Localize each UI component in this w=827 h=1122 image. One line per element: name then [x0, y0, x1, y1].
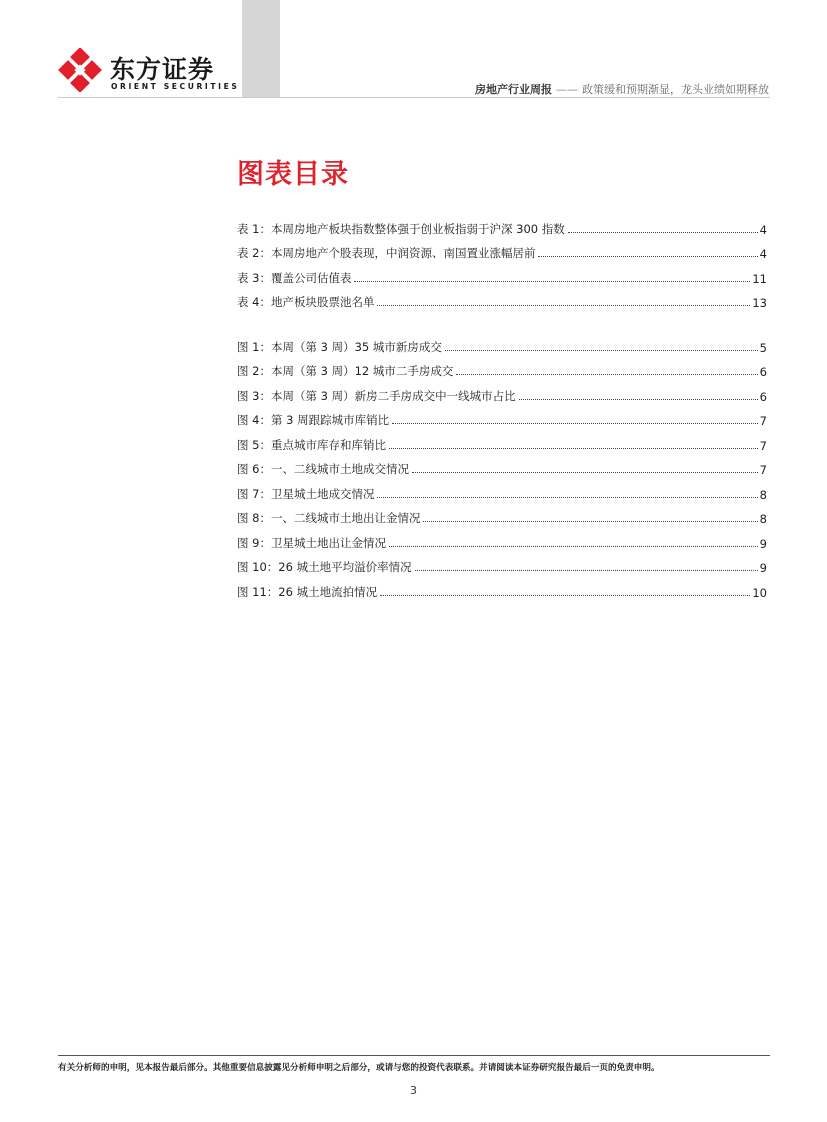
toc-entry-page[interactable]: 6 [759, 365, 767, 379]
toc-entry-page[interactable]: 6 [759, 389, 767, 404]
toc-dot-leader [519, 398, 758, 400]
toc-entry-label[interactable]: 图 9：卫星城土地出让金情况 [237, 535, 386, 550]
toc-entry-page[interactable]: 7 [759, 438, 767, 453]
header-separator: —— [556, 83, 578, 96]
toc-dot-leader [392, 422, 758, 424]
toc-figure-entry[interactable] [237, 428, 767, 453]
toc-figure-entry[interactable] [237, 404, 767, 429]
report-header [475, 81, 769, 97]
toc-figure-entry[interactable] [237, 453, 767, 478]
toc-entry-page[interactable]: 4 [759, 222, 767, 237]
toc-figure-entry[interactable] [237, 526, 767, 551]
toc-figure-entry[interactable] [237, 330, 767, 355]
toc-table-entry[interactable] [237, 212, 767, 237]
toc-dot-leader [538, 255, 757, 257]
toc-table-entry[interactable] [237, 237, 767, 262]
toc-entry-page[interactable]: 5 [759, 340, 767, 355]
toc-dot-leader [377, 304, 750, 306]
toc-entry-page[interactable]: 7 [759, 414, 767, 428]
toc-dot-leader [456, 373, 757, 375]
footer-divider [58, 1055, 770, 1056]
toc-entry-label[interactable]: 表 3：覆盖公司估值表 [237, 270, 352, 285]
toc-table-entry[interactable] [237, 286, 767, 311]
toc-entry-page[interactable]: 4 [759, 247, 767, 261]
toc-figure-entry[interactable] [237, 355, 767, 380]
toc-figures-list [237, 330, 767, 600]
orient-logo-icon [58, 48, 102, 92]
toc-entry-label[interactable]: 图 4：第 3 周跟踪城市库销比 [237, 413, 390, 427]
toc-entry-label[interactable]: 表 1：本周房地产板块指数整体强于创业板指弱于沪深 300 指数 [237, 221, 565, 236]
toc-entry-page[interactable]: 8 [759, 487, 767, 502]
toc-dot-leader [445, 349, 758, 351]
toc-dot-leader [412, 471, 758, 473]
toc-entry-page[interactable]: 9 [759, 561, 767, 575]
toc-entry-page[interactable]: 7 [759, 463, 767, 477]
toc-entry-page[interactable]: 13 [752, 296, 767, 310]
toc-title: 图表目录 [237, 159, 349, 190]
toc-entry-label[interactable]: 图 8：一、二线城市土地出让金情况 [237, 511, 421, 525]
header-gray-tab [242, 0, 280, 97]
logo-english-name: ORIENT SECURITIES [111, 82, 240, 91]
footer-disclaimer: 有关分析师的申明，见本报告最后部分。其他重要信息披露见分析师申明之后部分，或请与您的投资代表联系。并请阅读本证券研究报告最后一页的免责申明。 [58, 1063, 660, 1073]
toc-figure-entry[interactable] [237, 575, 767, 600]
header-divider [58, 97, 770, 98]
company-logo [58, 48, 240, 96]
toc-entry-page[interactable]: 10 [752, 585, 767, 600]
toc-figure-entry[interactable] [237, 502, 767, 527]
toc-dot-leader [568, 231, 758, 233]
toc-entry-label[interactable]: 图 7：卫星城土地成交情况 [237, 486, 375, 501]
toc-dot-leader [354, 280, 750, 282]
toc-entry-label[interactable]: 图 3：本周（第 3 周）新房二手房成交中一线城市占比 [237, 388, 516, 403]
toc-dot-leader [389, 545, 758, 547]
toc-dot-leader [415, 569, 758, 571]
toc-entry-label[interactable]: 表 4：地产板块股票池名单 [237, 295, 375, 309]
toc-dot-leader [377, 496, 757, 498]
page-number: 3 [410, 1084, 417, 1097]
toc-entry-page[interactable]: 11 [752, 271, 767, 286]
toc-entry-label[interactable]: 图 10：26 城土地平均溢价率情况 [237, 560, 412, 574]
toc-figure-entry[interactable] [237, 379, 767, 404]
toc-table-entry[interactable] [237, 261, 767, 286]
report-subtitle: 政策缓和预期渐显，龙头业绩如期释放 [582, 83, 769, 96]
report-type: 房地产行业周报 [475, 83, 552, 96]
toc-figure-entry[interactable] [237, 551, 767, 576]
toc-entry-label[interactable]: 图 11：26 城土地流拍情况 [237, 584, 378, 599]
toc-figure-entry[interactable] [237, 477, 767, 502]
toc-entry-label[interactable]: 图 5：重点城市库存和库销比 [237, 437, 386, 452]
toc-entry-label[interactable]: 图 6：一、二线城市土地成交情况 [237, 462, 409, 476]
toc-entry-page[interactable]: 9 [759, 536, 767, 551]
toc-dot-leader [380, 594, 750, 596]
logo-chinese-name: 东方证券 [110, 55, 215, 84]
toc-entry-label[interactable]: 表 2：本周房地产个股表现，中润资源、南国置业涨幅居前 [237, 246, 536, 260]
toc-dot-leader [423, 520, 757, 522]
toc-tables-list [237, 212, 767, 310]
toc-entry-page[interactable]: 8 [759, 512, 767, 526]
toc-entry-label[interactable]: 图 1：本周（第 3 周）35 城市新房成交 [237, 339, 442, 354]
toc-entry-label[interactable]: 图 2：本周（第 3 周）12 城市二手房成交 [237, 364, 454, 378]
toc-dot-leader [389, 447, 758, 449]
